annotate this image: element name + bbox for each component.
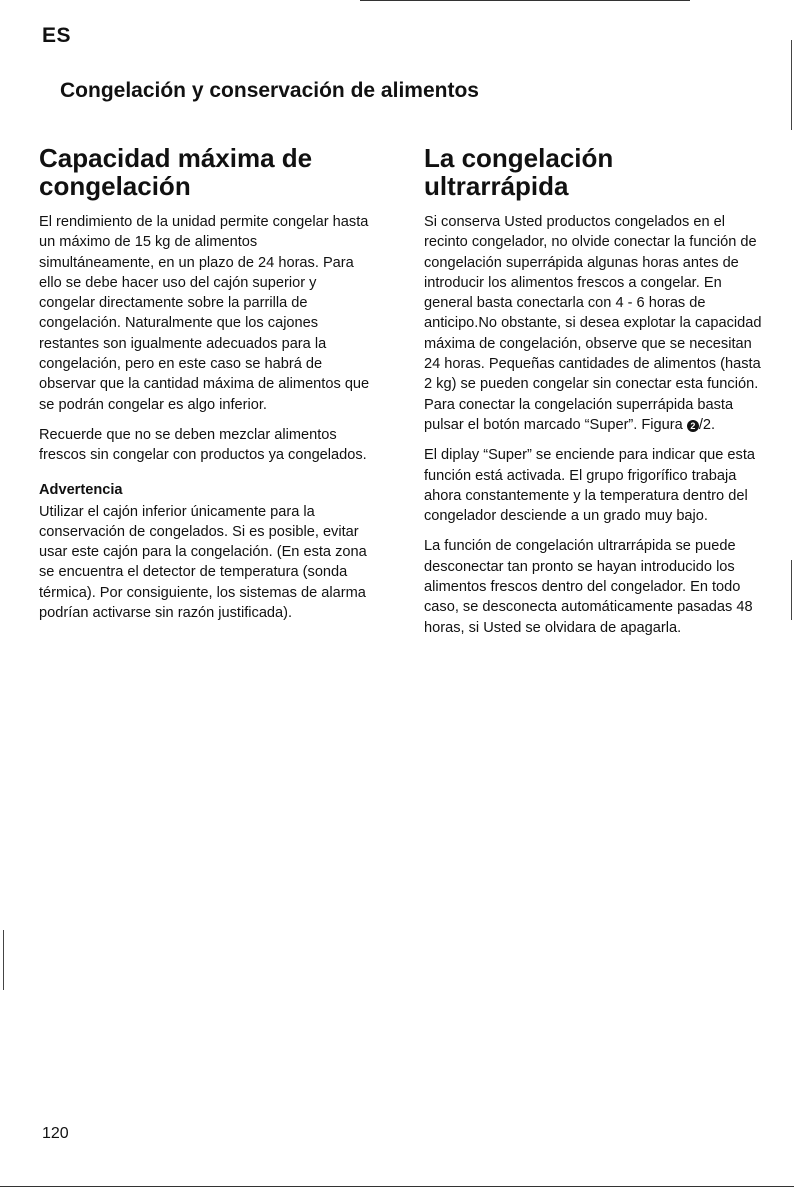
right-paragraph-1-text: Si conserva Usted productos congelados en el recinto congelador, no olvide conectar la función de congelación superrápida algunas horas antes de introducir los alimentos frescos a congelar. En general basta conectarla con 4 - 6 horas de anticipo.No obstante, si desea explotar la capacidad máxima de congelación, observe que se necesitan 24 horas. Pequeñas cantidades de alimentos (hasta 2 kg) se pueden congelar sin conectar esta función. Para conectar la congelación superrápida basta pulsar el botón marcado “Super”. Figura [424, 214, 762, 433]
warning-title: Advertencia [39, 481, 123, 498]
right-edge-mark [791, 40, 792, 130]
left-column [39, 144, 371, 633]
right-paragraph-2: El diplay “Super” se enciende para indicar que esta función está activada. El grupo frigorífico trabaja ahora constantemente y la temperatura dentro del congelador desciende a un grado muy bajo. [424, 447, 755, 525]
figure-suffix: /2. [698, 416, 716, 433]
left-heading-line1: Capacidad máxima de [39, 143, 313, 173]
right-edge-mark [791, 560, 792, 620]
right-column [424, 144, 764, 648]
section-title: Congelación y conservación de alimentos [60, 79, 479, 102]
figure-number-badge: 2 [687, 420, 699, 432]
right-paragraph-1 [424, 212, 764, 435]
bottom-scan-line [0, 1186, 794, 1187]
right-heading-line2: ultrarrápida [424, 171, 569, 201]
page-number: 120 [42, 1125, 69, 1142]
right-heading [424, 144, 764, 200]
left-edge-mark [3, 930, 4, 990]
left-paragraph-2: Recuerde que no se deben mezclar alimentos frescos sin congelar con productos ya congelados. [39, 426, 367, 464]
right-heading-line1: La congelación [424, 143, 614, 173]
left-heading-line2: congelación [39, 171, 191, 201]
right-paragraph-3: La función de congelación ultrarrápida se puede desconectar tan pronto se hayan introducido los alimentos frescos dentro del congelador. En todo caso, se desconecta automáticamente pasadas 48 horas, si Usted se olvidara de apagarla. [424, 538, 753, 636]
language-code: ES [42, 24, 72, 47]
left-heading [39, 144, 371, 200]
top-scan-line [360, 0, 690, 1]
warning-text: Utilizar el cajón inferior únicamente para la conservación de congelados. Si es posible, evitar usar este cajón para la congelación. (En esta zona se encuentra el detector de temperatura (sonda térmica). Por consiguiente, los sistemas de alarma podrían activarse sin razón justificada). [39, 503, 367, 622]
left-paragraph-1: El rendimiento de la unidad permite congelar hasta un máximo de 15 kg de alimentos simultáneamente, en un plazo de 24 horas. Para ello se debe hacer uso del cajón superior y congelar directamente sobre la parrilla de congelación. Naturalmente que los cajones restantes son igualmente adecuados para la congelación, pero en este caso se habrá de observar que la cantidad máxima de alimentos que se podrán congelar es algo inferior. [39, 214, 370, 413]
